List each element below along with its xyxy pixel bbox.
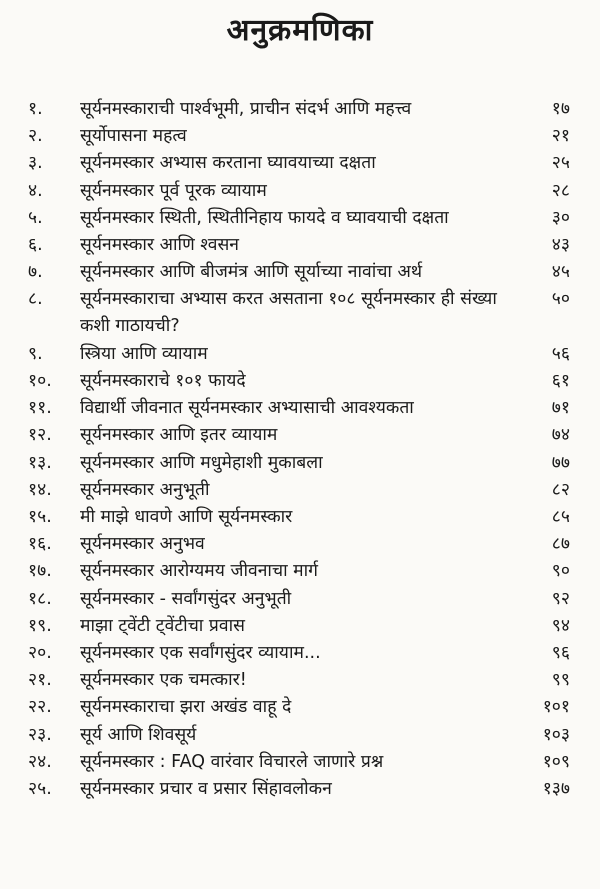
entry-number: २१.: [28, 670, 52, 691]
entry-page-number: १०१: [542, 697, 570, 718]
entry-page-number: ९४: [551, 615, 570, 636]
entry-title: सूर्यनमस्कार आणि श्वसन: [80, 235, 239, 255]
entry-number: ६.: [28, 235, 43, 255]
entry-page-number: १०३: [542, 724, 570, 745]
entry-page-number: ८२: [551, 479, 570, 500]
entry-number: २३.: [28, 724, 52, 745]
entry-number: १७.: [28, 561, 52, 582]
entry-page-number: ७७: [551, 452, 570, 473]
entry-title: सूर्यनमस्कार पूर्व पूरक व्यायाम: [80, 180, 267, 201]
entry-title: सूर्यनमस्कार अनुभव: [80, 534, 205, 555]
entry-number: १३.: [28, 452, 52, 473]
entry-title: सूर्यनमस्कार प्रचार व प्रसार सिंहावलोकन: [80, 779, 332, 799]
entry-page-number: १३७: [542, 779, 570, 799]
entry-title: सूर्यनमस्कार : FAQ वारंवार विचारले जाणारे प्रश्न: [80, 751, 384, 772]
entry-title: सूर्यनमस्कार आणि मधुमेहाशी मुकाबला: [80, 452, 323, 473]
entry-number: ५.: [28, 207, 43, 228]
entry-number: ४.: [28, 180, 43, 201]
entry-page-number: ७४: [551, 425, 570, 446]
entry-number: १४.: [28, 479, 52, 500]
entry-number: ८.: [28, 289, 43, 310]
entry-page-number: २८: [551, 180, 570, 201]
entry-title: सूर्यनमस्कार एक सर्वांगसुंदर व्यायाम...: [80, 643, 321, 663]
entry-page-number: १०९: [542, 751, 570, 772]
entry-title: सूर्य आणि शिवसूर्य: [80, 724, 197, 745]
entry-page-number: २५: [551, 153, 570, 174]
entry-title: स्त्रिया आणि व्यायाम: [80, 343, 208, 364]
entry-page-number: १७: [551, 99, 570, 119]
entry-number: १.: [28, 99, 43, 119]
entry-title: सूर्यनमस्कार आरोग्यमय जीवनाचा मार्ग: [80, 561, 319, 582]
entry-title: सूर्यनमस्कार अनुभूती: [80, 479, 210, 500]
entry-title: सूर्योपासना महत्व: [80, 126, 187, 147]
entry-title: सूर्यनमस्कार आणि इतर व्यायाम: [80, 425, 278, 446]
entry-page-number: ९०: [551, 561, 570, 582]
entry-number: २४.: [28, 751, 52, 772]
entry-page-number: ४५: [551, 262, 570, 283]
entry-page-number: ९२: [551, 588, 570, 609]
entry-title: सूर्यनमस्काराचा झरा अखंड वाहू दे: [80, 697, 292, 718]
entry-number: १०.: [28, 371, 52, 391]
entry-page-number: २१: [551, 126, 570, 147]
entry-number: १९.: [28, 615, 52, 636]
entry-title: सूर्यनमस्कार - सर्वांगसुंदर अनुभूती: [80, 588, 292, 609]
entry-title: सूर्यनमस्कार आणि बीजमंत्र आणि सूर्याच्या नावांचा अर्थ: [80, 262, 423, 283]
entry-title: सूर्यनमस्कार एक चमत्कार!: [80, 670, 247, 691]
entry-title: मी माझे धावणे आणि सूर्यनमस्कार: [80, 507, 293, 527]
entry-number: १२.: [28, 425, 52, 446]
entry-title: सूर्यनमस्काराचा अभ्यास करत असताना १०८ सूर्यनमस्कार ही संख्या कशी गाठायची?: [80, 289, 497, 337]
entry-number: २२.: [28, 697, 52, 718]
entry-number: १६.: [28, 534, 52, 555]
entry-number: ९.: [28, 343, 43, 364]
entry-title: सूर्यनमस्काराचे १०१ फायदे: [80, 371, 246, 391]
entry-page-number: ५६: [551, 343, 570, 364]
entry-number: १५.: [28, 507, 52, 527]
entry-page-number: ८५: [551, 507, 570, 527]
entry-number: ११.: [28, 398, 52, 419]
entry-title: सूर्यनमस्काराची पार्श्वभूमी, प्राचीन संदर्भ आणि महत्त्व: [80, 99, 412, 119]
entry-page-number: ९६: [551, 643, 570, 663]
entry-page-number: ७१: [551, 398, 570, 419]
entry-number: ३.: [28, 153, 43, 174]
entry-number: २५.: [28, 779, 52, 799]
entry-number: २०.: [28, 643, 52, 663]
page-title: अनुक्रमणिका: [226, 13, 374, 48]
entry-number: ७.: [28, 262, 43, 283]
entry-page-number: ६१: [551, 371, 570, 391]
entry-title: सूर्यनमस्कार अभ्यास करताना घ्यावयाच्या दक्षता: [80, 153, 376, 174]
entry-number: २.: [28, 126, 43, 147]
entry-title: माझा ट्वेंटी ट्वेंटीचा प्रवास: [80, 615, 245, 636]
entry-page-number: ४३: [551, 235, 570, 255]
entry-page-number: ५०: [551, 289, 570, 310]
entry-title: विद्यार्थी जीवनात सूर्यनमस्कार अभ्यासाची आवश्यकता: [80, 398, 414, 419]
entry-title: सूर्यनमस्कार स्थिती, स्थितीनिहाय फायदे व घ्यावयाची दक्षता: [80, 207, 449, 228]
entry-page-number: ८७: [551, 534, 570, 555]
entry-page-number: ९९: [551, 670, 570, 691]
entry-page-number: ३०: [551, 207, 570, 228]
entry-number: १८.: [28, 588, 52, 609]
